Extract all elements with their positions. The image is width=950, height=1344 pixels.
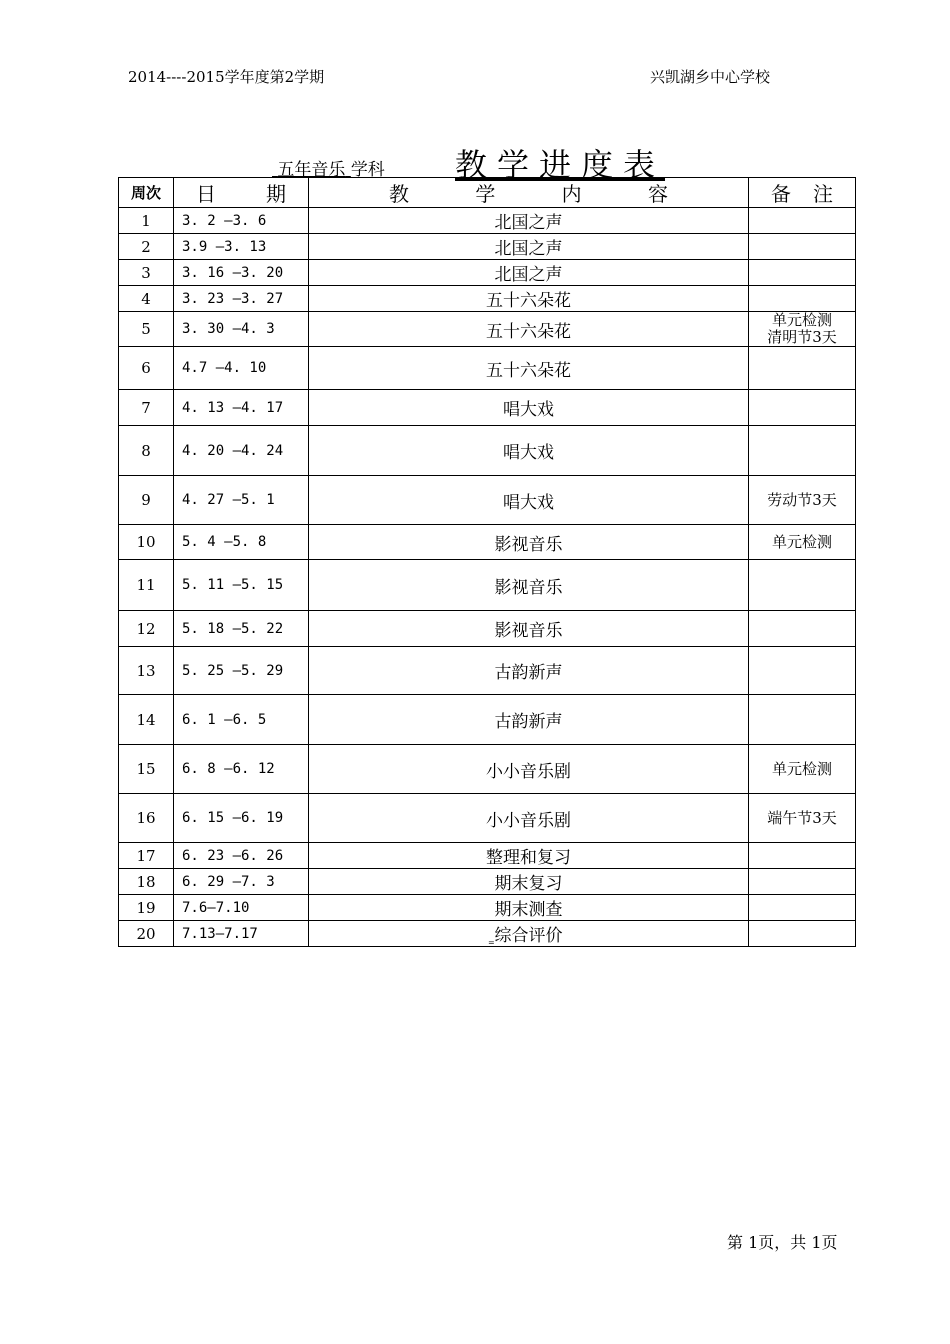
h-date-char: 日 xyxy=(196,182,216,206)
h-content-char: 学 xyxy=(475,182,496,206)
schedule-table xyxy=(118,177,856,947)
content-cell: 期末测查 xyxy=(309,895,749,921)
table-row xyxy=(119,525,856,560)
content-cell: 影视音乐 xyxy=(309,560,749,611)
week-cell: 19 xyxy=(119,895,174,921)
subject-suffix: 学科 xyxy=(350,160,385,180)
col-content-header xyxy=(309,178,749,208)
date-cell: 6. 8 —6. 12 xyxy=(174,745,309,794)
content-cell: 影视音乐 xyxy=(309,611,749,647)
table-row xyxy=(119,611,856,647)
week-cell: 12 xyxy=(119,611,174,647)
h-content-char: 教 xyxy=(389,182,409,206)
week-cell: 6 xyxy=(119,347,174,390)
table-row xyxy=(119,745,856,794)
table-row xyxy=(119,869,856,895)
note-cell xyxy=(749,611,856,647)
note-cell xyxy=(749,390,856,426)
date-cell: 7.13—7.17 xyxy=(174,921,309,947)
table-row xyxy=(119,695,856,745)
note-cell xyxy=(749,286,856,312)
date-cell: 6. 1 —6. 5 xyxy=(174,695,309,745)
table-header-row xyxy=(119,178,856,208)
h-content-char: 内 xyxy=(561,182,582,206)
date-cell: 6. 29 —7. 3 xyxy=(174,869,309,895)
content-cell: 五十六朵花 xyxy=(309,286,749,312)
week-cell: 2 xyxy=(119,234,174,260)
week-cell: 5 xyxy=(119,312,174,347)
table-row xyxy=(119,286,856,312)
note-cell xyxy=(749,647,856,695)
table-row xyxy=(119,647,856,695)
week-cell: 11 xyxy=(119,560,174,611)
content-cell: 小小音乐剧 xyxy=(309,794,749,843)
week-cell: 4 xyxy=(119,286,174,312)
note-cell xyxy=(749,921,856,947)
week-cell: 8 xyxy=(119,426,174,476)
header-semester: 2014----2015学年度第2学期 xyxy=(128,68,325,86)
note-cell: 端午节3天 xyxy=(749,794,856,843)
h-content-char: 容 xyxy=(647,182,668,206)
date-cell: 5. 11 —5. 15 xyxy=(174,560,309,611)
table-row xyxy=(119,208,856,234)
date-cell: 3. 30 —4. 3 xyxy=(174,312,309,347)
note-cell xyxy=(749,208,856,234)
content-cell: 唱大戏 xyxy=(309,426,749,476)
date-cell: 5. 25 —5. 29 xyxy=(174,647,309,695)
week-cell: 17 xyxy=(119,843,174,869)
col-week-header: 周次 xyxy=(119,178,174,208)
week-cell: 9 xyxy=(119,476,174,525)
week-cell: 16 xyxy=(119,794,174,843)
page-footer: 第 1页，共 1页 xyxy=(727,1233,838,1252)
date-cell: 6. 23 —6. 26 xyxy=(174,843,309,869)
content-cell: 北国之声 xyxy=(309,208,749,234)
subject-name: 五年音乐 xyxy=(277,160,346,180)
date-cell: 4. 27 —5. 1 xyxy=(174,476,309,525)
table-row xyxy=(119,921,856,947)
table-row xyxy=(119,234,856,260)
note-cell xyxy=(749,895,856,921)
content-cell: 综合评价 xyxy=(309,921,749,947)
table-row xyxy=(119,476,856,525)
note-cell xyxy=(749,560,856,611)
col-note-header xyxy=(749,178,856,208)
week-cell: 7 xyxy=(119,390,174,426)
table-row xyxy=(119,426,856,476)
note-cell: 单元检测 xyxy=(749,525,856,560)
note-cell-line2: 清明节3天 xyxy=(767,328,837,346)
page-mark: = xyxy=(488,938,495,947)
note-cell xyxy=(749,260,856,286)
table-row xyxy=(119,843,856,869)
week-cell: 13 xyxy=(119,647,174,695)
h-note-char: 注 xyxy=(813,182,833,206)
date-cell: 7.6—7.10 xyxy=(174,895,309,921)
date-cell: 3.9 —3. 13 xyxy=(174,234,309,260)
week-cell: 10 xyxy=(119,525,174,560)
week-cell: 3 xyxy=(119,260,174,286)
note-cell xyxy=(749,234,856,260)
date-cell: 4.7 —4. 10 xyxy=(174,347,309,390)
content-cell: 五十六朵花 xyxy=(309,347,749,390)
content-cell: 期末复习 xyxy=(309,869,749,895)
content-cell: 影视音乐 xyxy=(309,525,749,560)
note-cell xyxy=(749,843,856,869)
table-row xyxy=(119,390,856,426)
week-cell: 15 xyxy=(119,745,174,794)
date-cell: 4. 13 —4. 17 xyxy=(174,390,309,426)
content-cell: 小小音乐剧 xyxy=(309,745,749,794)
col-date-header xyxy=(174,178,309,208)
date-cell: 5. 18 —5. 22 xyxy=(174,611,309,647)
note-cell: 劳动节3天 xyxy=(749,476,856,525)
note-cell xyxy=(749,347,856,390)
table-row xyxy=(119,794,856,843)
table-row xyxy=(119,560,856,611)
week-cell: 18 xyxy=(119,869,174,895)
content-cell: 整理和复习 xyxy=(309,843,749,869)
date-cell: 5. 4 —5. 8 xyxy=(174,525,309,560)
content-cell: 古韵新声 xyxy=(309,695,749,745)
content-cell: 古韵新声 xyxy=(309,647,749,695)
content-cell: 五十六朵花 xyxy=(309,312,749,347)
note-cell: 单元检测 清明节3天 xyxy=(749,312,856,347)
h-note-char: 备 xyxy=(771,182,791,206)
content-cell: 北国之声 xyxy=(309,234,749,260)
date-cell: 6. 15 —6. 19 xyxy=(174,794,309,843)
date-cell: 3. 23 —3. 27 xyxy=(174,286,309,312)
note-cell xyxy=(749,869,856,895)
table-row xyxy=(119,260,856,286)
page-title: 教学进度表 xyxy=(455,146,666,184)
header-school: 兴凯湖乡中心学校 xyxy=(650,68,771,86)
table-row xyxy=(119,347,856,390)
table-row xyxy=(119,312,856,347)
h-date-char: 期 xyxy=(266,182,286,206)
week-cell: 1 xyxy=(119,208,174,234)
content-cell: 北国之声 xyxy=(309,260,749,286)
week-cell: 14 xyxy=(119,695,174,745)
content-cell: 唱大戏 xyxy=(309,390,749,426)
content-cell: 唱大戏 xyxy=(309,476,749,525)
date-cell: 3. 16 —3. 20 xyxy=(174,260,309,286)
table-row xyxy=(119,895,856,921)
note-cell: 单元检测 xyxy=(749,745,856,794)
note-cell xyxy=(749,695,856,745)
date-cell: 4. 20 —4. 24 xyxy=(174,426,309,476)
week-cell: 20 xyxy=(119,921,174,947)
date-cell: 3. 2 —3. 6 xyxy=(174,208,309,234)
note-cell xyxy=(749,426,856,476)
